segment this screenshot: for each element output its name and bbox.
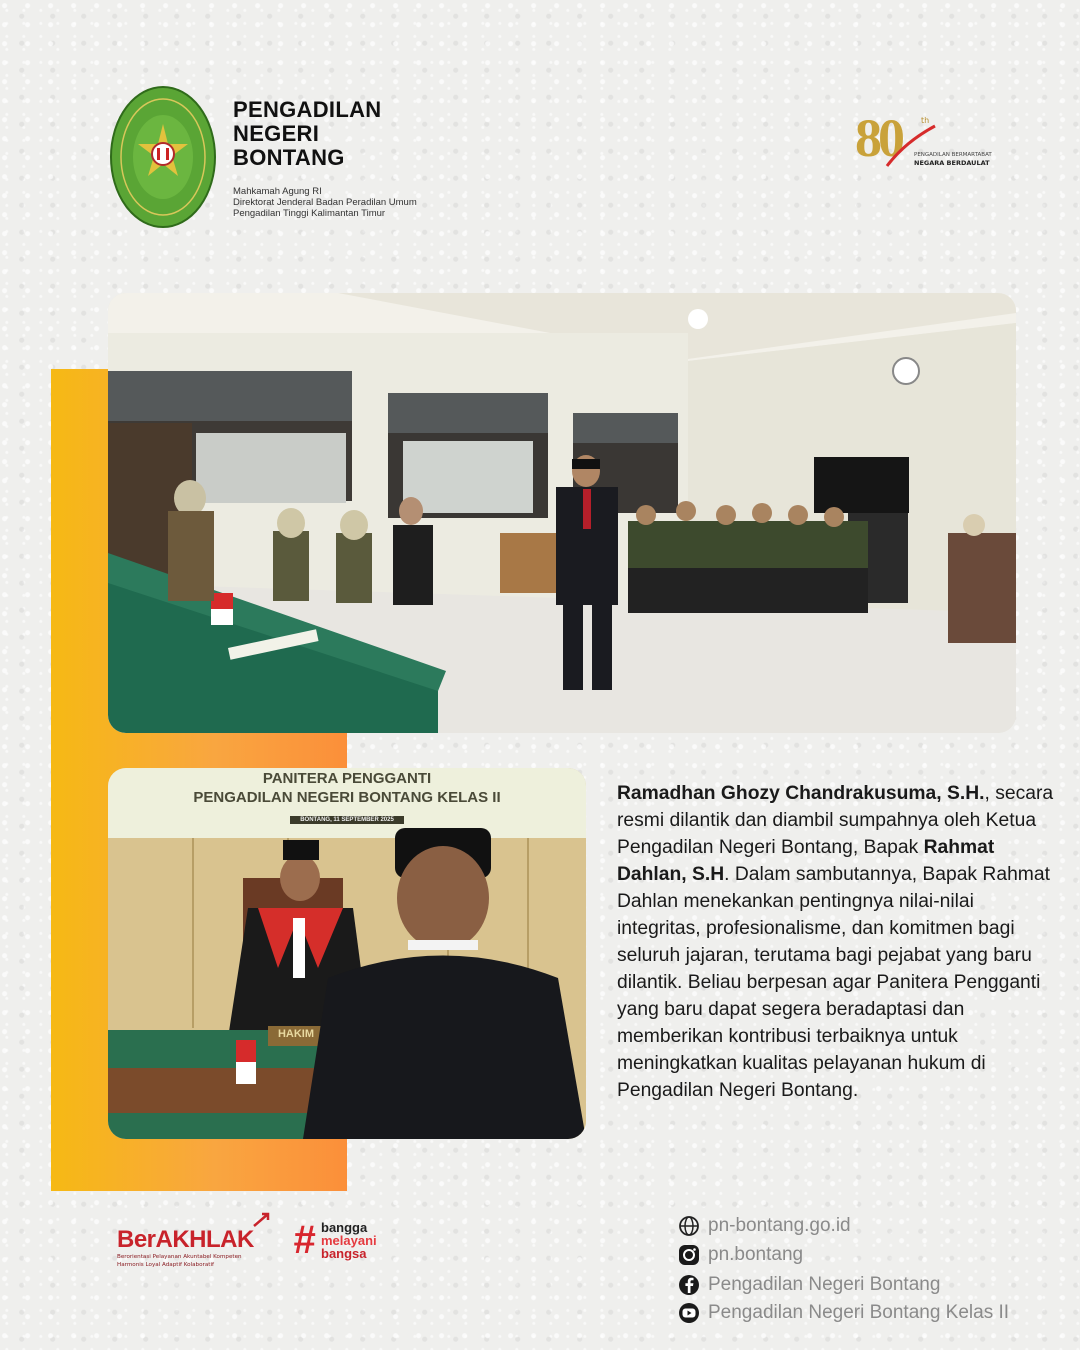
globe-icon xyxy=(678,1215,700,1237)
berakhlak-values xyxy=(117,1253,242,1269)
bmb-line1: bangga xyxy=(321,1220,368,1235)
anniversary-number: 80 xyxy=(855,108,901,168)
court-subtitle xyxy=(233,186,417,219)
caption-part1: , secara resmi dilantik dan diambil sumpahnya oleh Ketua Pengadilan Negeri Bontang, Bapak xyxy=(617,783,1054,858)
court-sub-line2: Direktorat Jenderal Badan Peradilan Umum xyxy=(233,197,417,208)
caption-part2: . Dalam sambutannya, Bapak Rahmat Dahlan menekankan pentingnya nilai-nilai integritas, profesionalisme, dan komitmen bagi seluruh jajaran, terutama bagi pejabat yang baru dilantik. Beliau berpesan agar Panitera Pengganti yang baru dapat segera beradaptasi dan memberikan kontribusi terbaiknya untuk meningkatkan kualitas pelayanan hukum di Pengadilan Negeri Bontang. xyxy=(617,864,1050,1101)
banner-date: BONTANG, 11 SEPTEMBER 2025 xyxy=(290,816,404,824)
anniversary-tagline-1: PENGADILAN BERMARTABAT xyxy=(914,152,992,158)
anniversary-tagline-2: NEGARA BERDAULAT xyxy=(914,159,990,167)
bangga-melayani-bangsa xyxy=(321,1221,377,1260)
court-name-line2: NEGERI xyxy=(233,121,320,146)
facebook-text[interactable]: Pengadilan Negeri Bontang xyxy=(708,1274,941,1295)
facebook-icon xyxy=(678,1274,700,1296)
court-emblem-icon xyxy=(110,86,216,228)
banner-line2: PENGADILAN NEGERI BONTANG KELAS II xyxy=(193,789,501,806)
article-caption xyxy=(617,780,1057,1104)
instagram-text[interactable]: pn.bontang xyxy=(708,1244,804,1265)
court-name-line1: PENGADILAN xyxy=(233,97,382,122)
photo-oath-taking xyxy=(108,768,586,1139)
bmb-line3: bangsa xyxy=(321,1246,367,1261)
berakhlak-arrow-icon xyxy=(252,1212,272,1228)
appointee-name: Ramadhan Ghozy Chandrakusuma, S.H. xyxy=(617,783,985,804)
social-instagram[interactable] xyxy=(678,1244,803,1266)
youtube-icon xyxy=(678,1302,700,1324)
instagram-icon xyxy=(678,1244,700,1266)
berakhlak-values-line1: Berorientasi Pelayanan Akuntabel Kompeten xyxy=(117,1254,242,1260)
court-sub-line1: Mahkamah Agung RI xyxy=(233,186,322,197)
court-name xyxy=(233,98,381,170)
website-text[interactable]: pn-bontang.go.id xyxy=(708,1215,851,1236)
bmb-line2: melayani xyxy=(321,1233,377,1248)
hashtag-symbol: # xyxy=(293,1218,316,1262)
court-sub-line3: Pengadilan Tinggi Kalimantan Timur xyxy=(233,208,386,219)
anniversary-suffix: th xyxy=(921,116,930,125)
berakhlak-logo: BerAKHLAK xyxy=(117,1226,254,1253)
youtube-text[interactable]: Pengadilan Negeri Bontang Kelas II xyxy=(708,1302,1010,1323)
chief-name: Rahmat Dahlan, S.H xyxy=(617,837,995,885)
photo-inauguration-room xyxy=(108,293,1016,733)
berakhlak-values-line2: Harmonis Loyal Adaptif Kolaboratif xyxy=(117,1262,214,1268)
banner-line1: PANITERA PENGGANTI xyxy=(262,770,432,787)
desk-label: HAKIM xyxy=(277,1028,315,1040)
social-youtube[interactable] xyxy=(678,1302,1009,1324)
social-facebook[interactable] xyxy=(678,1274,940,1296)
social-website[interactable] xyxy=(678,1215,851,1237)
court-name-line3: BONTANG xyxy=(233,145,345,170)
